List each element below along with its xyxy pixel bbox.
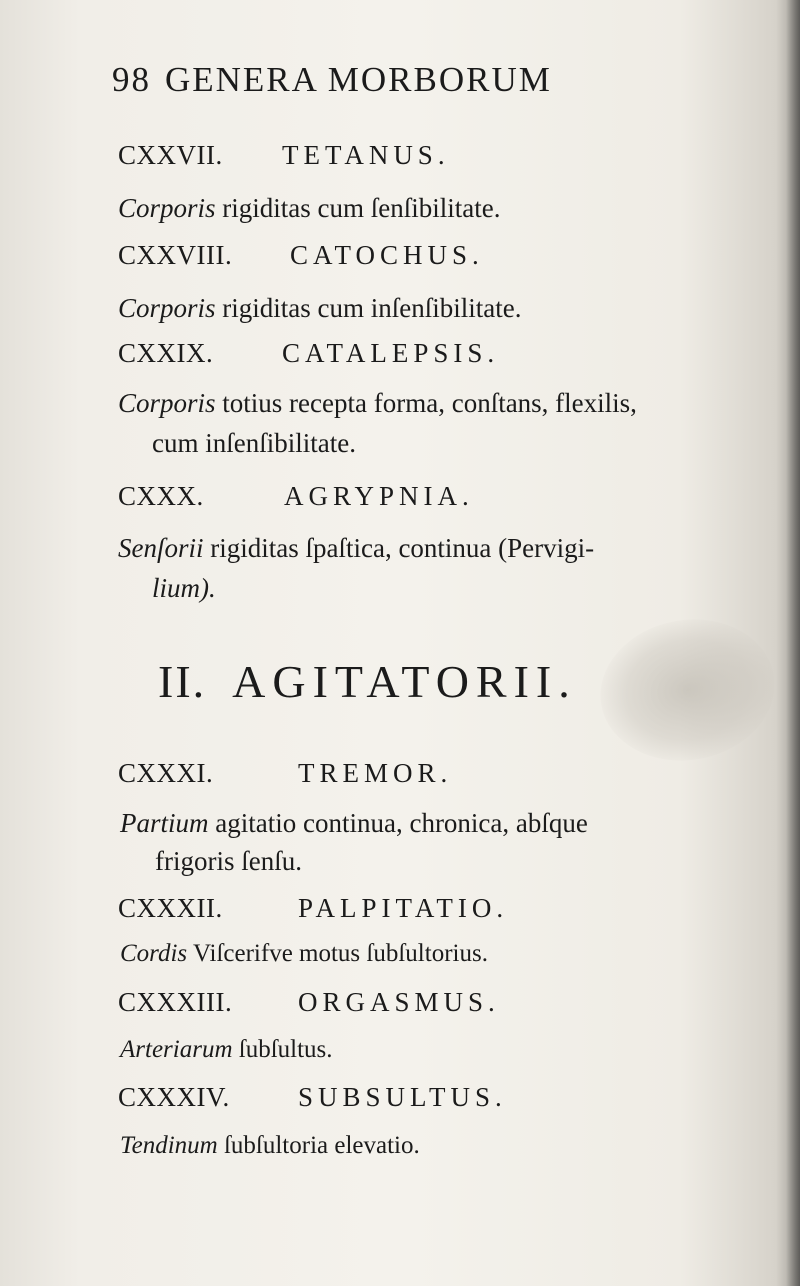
entry-definition	[118, 533, 594, 564]
definition-text: totius recepta forma, conſtans, flexilis,	[215, 388, 637, 418]
entry-name: PALPITATIO.	[298, 893, 509, 923]
definition-text: Viſcerifve motus ſubſultorius.	[187, 940, 488, 967]
page-edge-shadow	[786, 0, 800, 1286]
definition-lead: Corporis	[118, 193, 216, 223]
definition-lead: Corporis	[118, 293, 216, 323]
entry-name: SUBSULTUS.	[298, 1082, 507, 1112]
section-number: II.	[158, 656, 207, 707]
entry-number: CXXXII.	[118, 893, 223, 923]
definition-lead: Cordis	[120, 940, 188, 967]
definition-text: rigiditas cum ſenſibilitate.	[215, 193, 501, 223]
entry-number: CXXXI.	[118, 758, 214, 788]
definition-text: rigiditas cum inſenſibilitate.	[215, 293, 522, 323]
definition-lead: Tendinum	[120, 1132, 218, 1159]
entry-number: CXXXIV.	[118, 1082, 230, 1112]
definition-lead: Senſorii	[118, 533, 204, 563]
entry-name: CATOCHUS.	[290, 240, 484, 270]
paper-stain	[589, 606, 786, 774]
entry-number: CXXXIII.	[118, 987, 233, 1017]
entry-number: CXXIX.	[118, 338, 214, 368]
entry-definition	[118, 293, 522, 324]
definition-continuation: lium).	[152, 573, 216, 603]
definition-continuation: frigoris ſenſu.	[155, 846, 302, 876]
entry-definition	[120, 940, 488, 968]
entry-definition	[118, 388, 637, 419]
definition-text: ſubſultus.	[232, 1036, 333, 1063]
definition-text: agitatio continua, chronica, abſque	[208, 808, 588, 838]
header-title: GENERA MORBORUM	[165, 60, 552, 99]
entry-name: TETANUS.	[282, 140, 450, 170]
definition-text: ſubſultoria elevatio.	[217, 1132, 420, 1159]
entry-number: CXXVIII.	[118, 240, 233, 270]
running-header	[112, 60, 552, 100]
entry-name: ORGASMUS.	[298, 987, 500, 1017]
entry-name: TREMOR.	[298, 758, 453, 788]
definition-lead: Partium	[120, 808, 209, 838]
definition-lead: Corporis	[118, 388, 216, 418]
entry-name: CATALEPSIS.	[282, 338, 500, 368]
definition-text: rigiditas ſpaſtica, continua (Pervigi-	[203, 533, 595, 563]
entry-name: AGRYPNIA.	[284, 481, 474, 511]
section-title: AGITATORII.	[232, 656, 577, 707]
entry-definition	[120, 808, 588, 839]
section-heading	[158, 655, 577, 708]
entry-definition	[120, 1036, 333, 1064]
entry-number: CXXX.	[118, 481, 204, 511]
definition-lead: Arteriarum	[120, 1036, 233, 1063]
page-number: 98	[112, 60, 151, 99]
entry-definition	[118, 193, 500, 224]
definition-continuation: cum inſenſibilitate.	[152, 428, 356, 458]
entry-definition	[120, 1132, 420, 1160]
entry-number: CXXVII.	[118, 140, 223, 170]
